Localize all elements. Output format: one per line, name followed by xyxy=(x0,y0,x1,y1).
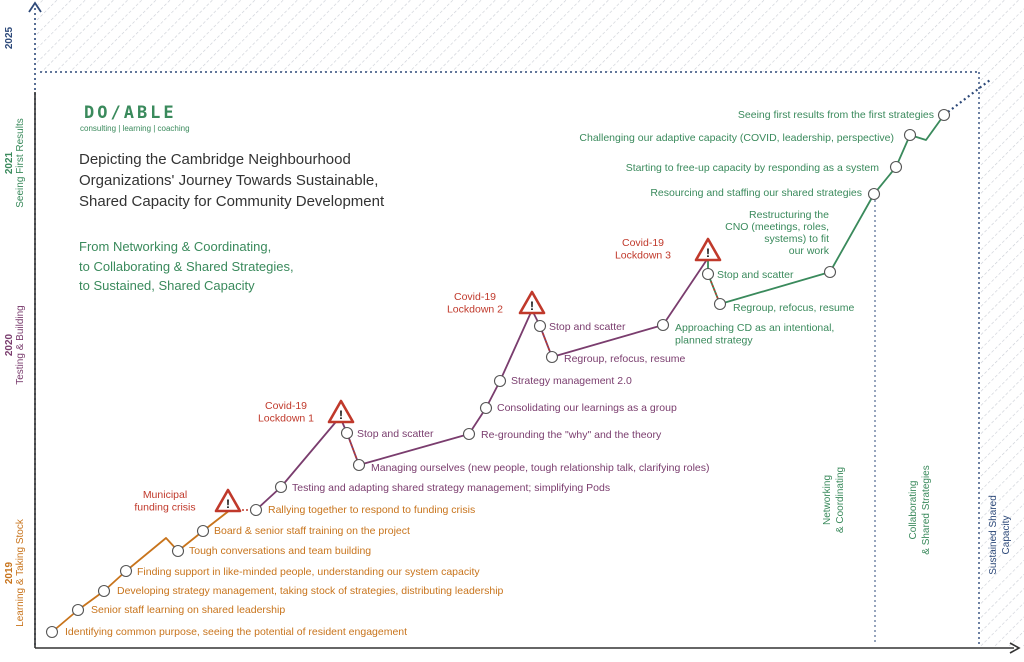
milestone-label-line: Consolidating our learnings as a group xyxy=(497,402,677,414)
warning-triangle-icon xyxy=(520,292,544,313)
milestone-label xyxy=(511,375,632,387)
milestone-label-line: Senior staff learning on shared leadership xyxy=(91,604,286,616)
milestone-label-line: Finding support in like-minded people, understanding our system capacity xyxy=(137,566,480,578)
milestone-label xyxy=(189,545,371,557)
milestone-label xyxy=(481,429,662,441)
phase-label: Learning & Taking Stock xyxy=(15,519,26,627)
milestone-label xyxy=(717,269,794,281)
milestone-label xyxy=(292,482,610,494)
milestone-label-line: Testing and adapting shared strategy management; simplifying Pods xyxy=(292,482,611,494)
milestone-node xyxy=(869,189,880,200)
milestone-node xyxy=(73,605,84,616)
milestone-label xyxy=(497,402,677,414)
milestone-label xyxy=(214,525,410,537)
milestone-label-line: our work xyxy=(788,245,829,257)
milestone-label xyxy=(579,132,894,144)
column-label: Sustained Shared xyxy=(988,495,999,575)
milestone-label-line: Seeing first results from the first strategies xyxy=(737,109,934,121)
event-label xyxy=(134,489,195,514)
column-label: Collaborating xyxy=(908,480,919,540)
milestone-node xyxy=(464,429,475,440)
warning-triangle-icon xyxy=(216,490,240,511)
page-title: Depicting the Cambridge Neighbourhood Organizations' Journey Towards Sustainable, Shared Capacity for Community Development xyxy=(79,151,385,210)
milestone-node xyxy=(342,428,353,439)
warning-exclamation: ! xyxy=(706,246,710,260)
milestone-node xyxy=(825,267,836,278)
milestone-node xyxy=(481,403,492,414)
subtitle-line: to Collaborating & Shared Strategies, xyxy=(79,258,294,274)
warning-exclamation: ! xyxy=(226,497,230,511)
milestone-label-line: Stop and scatter xyxy=(549,321,626,333)
event-label xyxy=(258,400,314,425)
event-label xyxy=(447,291,503,316)
milestone-node xyxy=(354,460,365,471)
milestone-label xyxy=(91,604,285,616)
subtitle-line: to Sustained, Shared Capacity xyxy=(79,278,255,293)
logo: DO/ABLE xyxy=(84,103,177,123)
milestone-node xyxy=(658,320,669,331)
milestone-label xyxy=(65,626,407,638)
column-label: Capacity xyxy=(1001,515,1012,555)
milestone-label-line: Managing ourselves (new people, tough relationship talk, clarifying roles) xyxy=(371,462,710,474)
milestone-label-line: Board & senior staff training on the project xyxy=(214,525,410,537)
milestone-label xyxy=(137,566,480,578)
column-label: Networking xyxy=(822,474,833,526)
milestone-node xyxy=(198,526,209,537)
milestone-label-line: Identifying common purpose, seeing the potential of resident engagement xyxy=(65,626,408,638)
event-label-line: Lockdown 3 xyxy=(614,249,672,262)
milestone-label-line: planned strategy xyxy=(675,334,753,347)
page-subtitle xyxy=(79,237,399,296)
milestone-label-line: Starting to free-up capacity by responding as a system xyxy=(625,162,879,174)
event-label-line: Lockdown 1 xyxy=(257,412,315,425)
milestone-node xyxy=(251,505,262,516)
milestone-label-line: Rallying together to respond to funding crisis xyxy=(268,504,476,516)
milestone-label xyxy=(738,109,934,121)
milestone-label-line: Challenging our adaptive capacity (COVID, leadership, perspective) xyxy=(579,132,894,144)
event-label-line: Covid-19 xyxy=(621,237,665,249)
event-label-line: Municipal xyxy=(142,489,188,501)
hatched-region-2025 xyxy=(36,0,1024,72)
warning-exclamation: ! xyxy=(530,299,534,313)
milestone-label-line: Stop and scatter xyxy=(357,428,434,440)
milestone-node xyxy=(535,321,546,332)
phase-label: Seeing First Results xyxy=(15,118,26,208)
milestone-node xyxy=(715,299,726,310)
milestone-label-line: Approaching CD as an intentional, xyxy=(675,322,835,334)
milestone-node xyxy=(547,352,558,363)
logo-tagline: consulting | learning | coaching xyxy=(80,124,190,133)
milestone-label xyxy=(357,428,434,440)
event-label xyxy=(615,237,671,262)
warning-exclamation: ! xyxy=(339,408,343,422)
subtitle-line: From Networking & Coordinating, xyxy=(79,239,272,254)
year-label: 2025 xyxy=(4,26,15,50)
milestone-label-line: Resourcing and staffing our shared strategies xyxy=(650,187,862,199)
milestone-label-line: systems) to fit xyxy=(764,233,829,245)
milestone-node xyxy=(891,162,902,173)
milestone-label xyxy=(371,462,710,474)
milestone-label xyxy=(650,187,862,199)
year-label: 2020 xyxy=(4,333,15,357)
milestone-label-line: CNO (meetings, roles, xyxy=(725,221,829,233)
milestone-node xyxy=(121,566,132,577)
milestone-node xyxy=(495,376,506,387)
milestone-node xyxy=(47,627,58,638)
milestone-label xyxy=(564,353,686,365)
milestone-label xyxy=(268,504,475,516)
milestone-node xyxy=(173,546,184,557)
year-label: 2021 xyxy=(4,151,15,175)
milestone-node xyxy=(939,110,950,121)
milestone-label-line: Strategy management 2.0 xyxy=(511,375,632,387)
event-label-line: Lockdown 2 xyxy=(446,303,504,316)
milestone-label xyxy=(675,322,834,347)
milestone-label-line: Regroup, refocus, resume xyxy=(733,302,855,314)
phase-label: Testing & Building xyxy=(15,305,26,385)
milestone-node xyxy=(276,482,287,493)
column-label: & Coordinating xyxy=(835,466,846,534)
event-label-line: Covid-19 xyxy=(264,400,308,412)
event-label-line: funding crisis xyxy=(134,501,196,514)
milestone-label-line: Developing strategy management, taking stock of strategies, distributing leadership xyxy=(117,585,504,597)
milestone-node xyxy=(99,586,110,597)
year-label: 2019 xyxy=(4,561,15,585)
milestone-label xyxy=(733,302,855,314)
milestone-node xyxy=(905,130,916,141)
milestone-label xyxy=(117,585,504,597)
milestone-label-line: Tough conversations and team building xyxy=(189,545,372,557)
milestone-label xyxy=(626,162,880,174)
milestone-label-line: Restructuring the xyxy=(749,209,829,221)
hatched-region-sustained xyxy=(979,72,1024,647)
milestone-label-line: Regroup, refocus, resume xyxy=(564,353,686,365)
milestone-label xyxy=(725,209,830,257)
warning-triangle-icon xyxy=(696,239,720,260)
milestone-label xyxy=(549,321,626,333)
milestone-node xyxy=(703,269,714,280)
event-label-line: Covid-19 xyxy=(453,291,497,303)
background-layer xyxy=(4,0,1024,653)
milestone-label-line: Re-grounding the "why" and the theory xyxy=(481,429,662,441)
column-label: & Shared Strategies xyxy=(921,465,932,555)
warning-triangle-icon xyxy=(329,401,353,422)
milestone-label-line: Stop and scatter xyxy=(717,269,794,281)
